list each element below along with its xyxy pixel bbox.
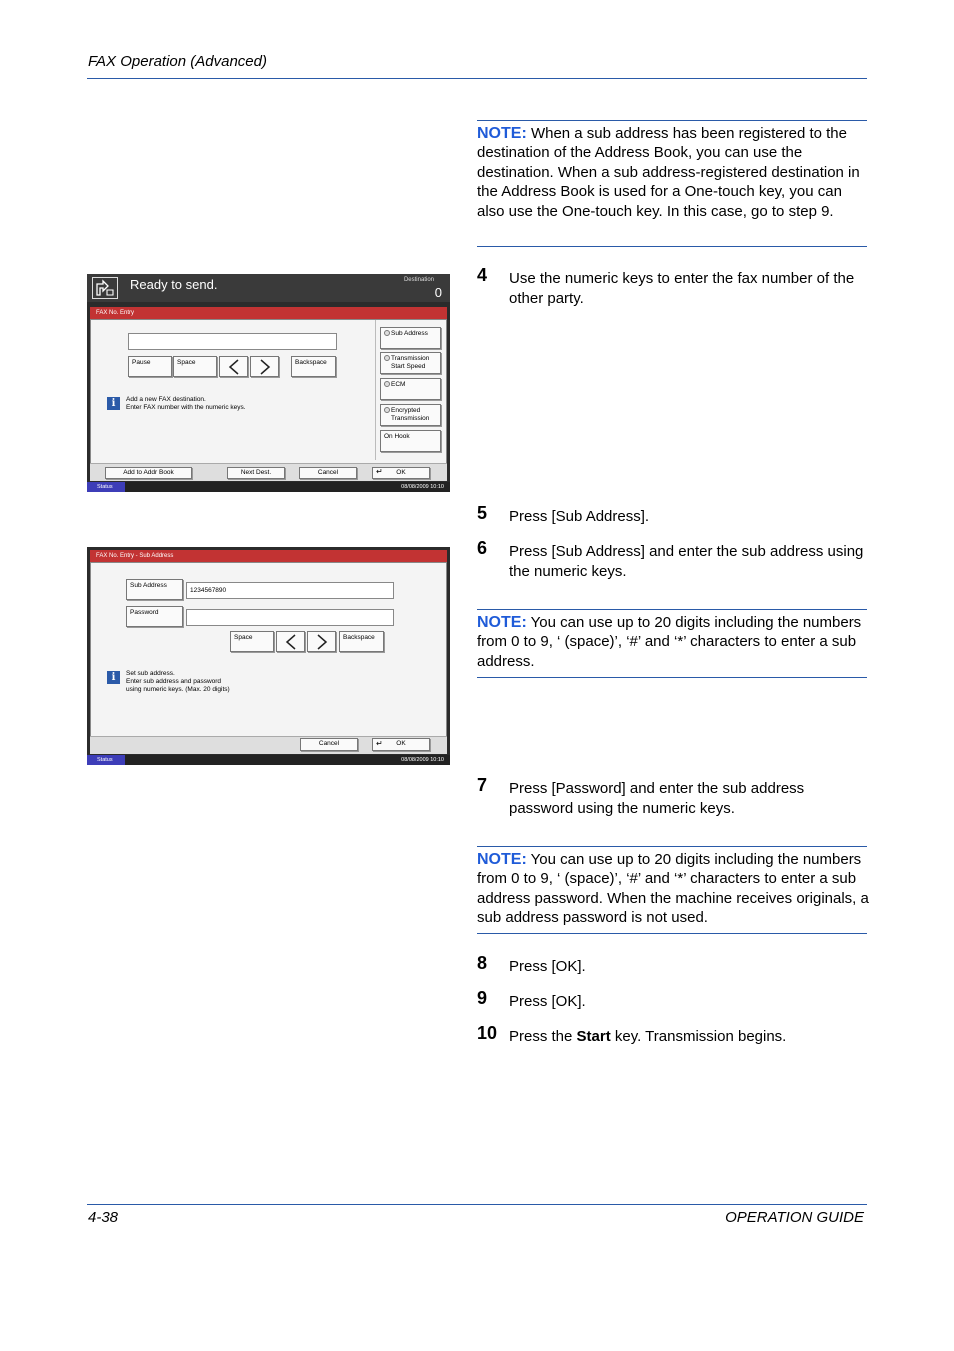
radio-dot-icon bbox=[384, 381, 390, 387]
step-text: Press [OK]. bbox=[509, 958, 586, 975]
step-number: 4 bbox=[477, 265, 488, 285]
footer-rule bbox=[87, 1204, 867, 1205]
transmission-start-speed-button[interactable] bbox=[380, 352, 441, 374]
guidance-line: Enter FAX number with the numeric keys. bbox=[126, 404, 246, 411]
status-bar bbox=[87, 482, 450, 492]
note3-bottom-rule bbox=[477, 933, 867, 934]
enter-icon: ↵ bbox=[376, 739, 383, 748]
sub-address-button[interactable]: Sub Address bbox=[126, 579, 183, 600]
note-2 bbox=[477, 613, 869, 671]
screen-content bbox=[90, 319, 447, 464]
chevron-left-icon bbox=[228, 359, 240, 375]
screen-content bbox=[90, 562, 447, 737]
fax-send-icon bbox=[92, 277, 118, 299]
note-keyword: NOTE: bbox=[477, 851, 527, 868]
button-label: Transmission bbox=[391, 415, 430, 422]
note-keyword: NOTE: bbox=[477, 614, 527, 631]
guide-title: OPERATION GUIDE bbox=[725, 1209, 864, 1226]
bottom-bar bbox=[90, 736, 447, 754]
status-tab[interactable]: Status bbox=[87, 482, 125, 492]
step-8 bbox=[477, 953, 869, 977]
button-label: Start Speed bbox=[391, 363, 426, 370]
guidance-message bbox=[126, 670, 230, 694]
cursor-right-button[interactable] bbox=[307, 631, 336, 652]
note-1 bbox=[477, 124, 869, 221]
add-to-addr-book-button[interactable]: Add to Addr Book bbox=[105, 467, 192, 479]
step-text: Use the numeric keys to enter the fax number of the other party. bbox=[509, 270, 855, 307]
cancel-button[interactable]: Cancel bbox=[299, 467, 357, 479]
page-number: 4-38 bbox=[88, 1209, 119, 1226]
password-field[interactable] bbox=[186, 609, 394, 626]
destination-label: Destination bbox=[403, 277, 434, 283]
step-text bbox=[509, 1027, 869, 1047]
next-dest-button[interactable]: Next Dest. bbox=[227, 467, 285, 479]
header-rule bbox=[87, 78, 867, 79]
note1-top-rule bbox=[477, 120, 867, 121]
step-text-part: key. Transmission begins. bbox=[610, 1028, 787, 1045]
status-bar bbox=[87, 755, 450, 765]
ok-button[interactable] bbox=[372, 467, 430, 479]
destination-count: 0 bbox=[434, 285, 442, 300]
guidance-line: Enter sub address and password bbox=[126, 678, 222, 685]
chevron-right-icon bbox=[316, 634, 328, 650]
info-icon: i bbox=[107, 671, 120, 684]
chevron-right-icon bbox=[259, 359, 271, 375]
on-hook-button[interactable]: On Hook bbox=[380, 430, 441, 452]
note-text: You can use up to 20 digits including the numbers from 0 to 9, ‘ (space)’, ‘#’ and ‘*’ characters to enter a sub address. bbox=[477, 614, 862, 670]
step-10 bbox=[477, 1023, 869, 1047]
step-6 bbox=[477, 538, 869, 581]
cursor-right-button[interactable] bbox=[250, 356, 279, 377]
screen-sub-address bbox=[87, 547, 450, 765]
note-keyword: NOTE: bbox=[477, 125, 527, 142]
cancel-button[interactable]: Cancel bbox=[300, 738, 358, 751]
status-message: Ready to send. bbox=[130, 277, 218, 292]
note-3 bbox=[477, 850, 869, 928]
step-7 bbox=[477, 775, 869, 818]
step-number: 10 bbox=[477, 1023, 498, 1043]
note-text: When a sub address has been registered to the destination of the Address Book, you can use the destination. When a sub address-registered destination in the Address Book is used for a One-touch key, you can also use the One-touch key. In this case, go to step 9. bbox=[477, 125, 860, 220]
chevron-left-icon bbox=[285, 634, 297, 650]
cursor-left-button[interactable] bbox=[219, 356, 248, 377]
guidance-message bbox=[126, 396, 246, 412]
step-number: 9 bbox=[477, 988, 488, 1008]
note2-bottom-rule bbox=[477, 677, 867, 678]
step-4 bbox=[477, 265, 869, 308]
guidance-line: using numeric keys. (Max. 20 digits) bbox=[126, 686, 230, 693]
sub-address-field[interactable]: 1234567890 bbox=[186, 582, 394, 599]
step-text-part: Press the bbox=[509, 1028, 577, 1045]
radio-dot-icon bbox=[384, 330, 390, 336]
bottom-bar bbox=[90, 463, 447, 481]
enter-icon: ↵ bbox=[376, 467, 383, 476]
button-label: Encrypted bbox=[391, 407, 421, 414]
sub-address-button[interactable] bbox=[380, 327, 441, 349]
pause-button[interactable]: Pause bbox=[128, 356, 172, 377]
note3-top-rule bbox=[477, 846, 867, 847]
note1-bottom-rule bbox=[477, 246, 867, 247]
status-tab[interactable]: Status bbox=[87, 755, 125, 765]
step-number: 8 bbox=[477, 953, 488, 973]
step-5 bbox=[477, 503, 869, 527]
note2-top-rule bbox=[477, 609, 867, 610]
backspace-button[interactable]: Backspace bbox=[339, 631, 384, 652]
button-label: Sub Address bbox=[391, 330, 428, 337]
button-label: OK bbox=[396, 740, 406, 747]
space-button[interactable]: Space bbox=[173, 356, 217, 377]
backspace-button[interactable]: Backspace bbox=[291, 356, 336, 377]
button-label: ECM bbox=[391, 381, 406, 388]
fax-number-input[interactable] bbox=[128, 333, 337, 350]
space-button[interactable]: Space bbox=[230, 631, 274, 652]
step-text: Press [Password] and enter the sub address password using the numeric keys. bbox=[509, 780, 805, 817]
ok-button[interactable] bbox=[372, 738, 430, 751]
screen-fax-entry bbox=[87, 274, 450, 492]
step-text: Press [Sub Address] and enter the sub address using the numeric keys. bbox=[509, 543, 864, 580]
encrypted-transmission-button[interactable] bbox=[380, 404, 441, 426]
step-text: Press [OK]. bbox=[509, 993, 586, 1010]
guidance-line: Add a new FAX destination. bbox=[126, 396, 206, 403]
guidance-line: Set sub address. bbox=[126, 670, 175, 677]
running-header: FAX Operation (Advanced) bbox=[88, 53, 267, 70]
date-time: 08/08/2009 10:10 bbox=[401, 757, 444, 763]
step-number: 6 bbox=[477, 538, 488, 558]
button-label: OK bbox=[396, 469, 406, 476]
side-divider bbox=[375, 320, 376, 460]
button-label: Transmission bbox=[391, 355, 430, 362]
step-number: 5 bbox=[477, 503, 488, 523]
start-key-label: Start bbox=[576, 1028, 611, 1045]
info-icon: i bbox=[107, 397, 120, 410]
date-time: 08/08/2009 10:10 bbox=[401, 484, 444, 490]
note-text: You can use up to 20 digits including the numbers from 0 to 9, ‘ (space)’, ‘#’ and ‘*’ characters to enter a sub address password. When the machine receives originals, a sub address password is not used. bbox=[477, 851, 869, 927]
password-button[interactable]: Password bbox=[126, 606, 183, 627]
radio-dot-icon bbox=[384, 355, 390, 361]
screen-title-bar: FAX No. Entry bbox=[90, 307, 447, 319]
screen-title-bar: FAX No. Entry - Sub Address bbox=[90, 550, 447, 562]
step-text: Press [Sub Address]. bbox=[509, 508, 650, 525]
screen-status-header bbox=[87, 274, 450, 302]
cursor-left-button[interactable] bbox=[276, 631, 305, 652]
step-9 bbox=[477, 988, 869, 1012]
step-number: 7 bbox=[477, 775, 488, 795]
ecm-button[interactable] bbox=[380, 378, 441, 400]
radio-dot-icon bbox=[384, 407, 390, 413]
